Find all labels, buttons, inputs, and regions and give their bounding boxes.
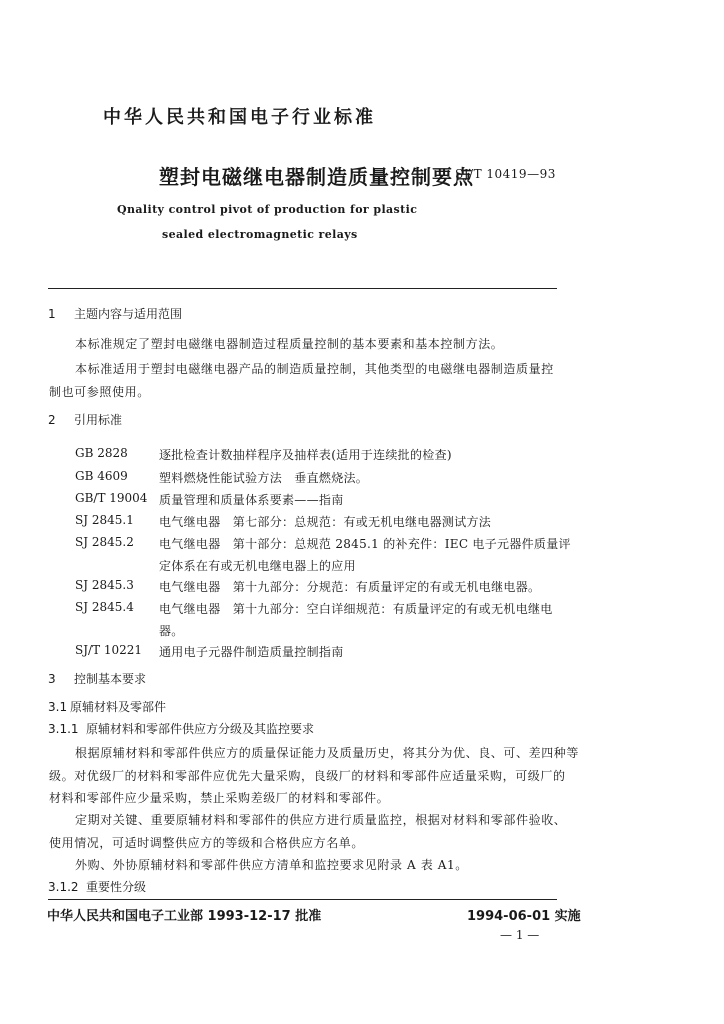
section-title: 原辅材料和零部件供应方分级及其监控要求 <box>86 722 315 736</box>
footer-divider <box>48 899 557 900</box>
paragraph: 制也可参照使用。 <box>49 385 150 399</box>
reference-title: 塑料燃烧性能试验方法 垂直燃烧法。 <box>159 471 369 485</box>
subsection-3-1-2-heading <box>48 878 146 895</box>
reference-code: SJ 2845.1 <box>75 513 134 527</box>
paragraph: 定期对关键、重要原辅材料和零部件的供应方进行质量监控，根据对材料和零部件验收、 <box>75 813 567 827</box>
reference-code: GB 4609 <box>75 469 128 483</box>
standard-org-header: 中华人民共和国电子行业标准 <box>103 107 376 128</box>
section-title: 引用标准 <box>74 413 123 427</box>
paragraph: 级。对优级厂的材料和零部件应优先大量采购，良级厂的材料和零部件应适量采购，可级厂的 <box>49 769 566 783</box>
section-title: 控制基本要求 <box>74 672 147 686</box>
section-number: 3.1 <box>48 700 68 714</box>
section-2-heading <box>48 411 122 428</box>
reference-code: GB 2828 <box>75 446 128 460</box>
reference-title: 通用电子元器件制造质量控制指南 <box>159 645 344 659</box>
reference-title: 电气继电器 第十九部分：分规范：有质量评定的有或无机电继电器。 <box>159 580 541 594</box>
header-divider <box>48 288 557 289</box>
standard-number: SJ/T 10419—93 <box>455 167 556 181</box>
reference-code: SJ 2845.3 <box>75 578 134 592</box>
reference-title: 电气继电器 第十部分：总规范 2845.1 的补充件：IEC 电子元器件质量评 <box>159 537 571 551</box>
reference-title-continued: 器。 <box>159 624 184 638</box>
subsection-3-1-1-heading <box>48 720 314 737</box>
reference-code: GB/T 19004 <box>75 491 148 505</box>
section-title: 原辅材料及零部件 <box>70 700 167 714</box>
document-title: 塑封电磁继电器制造质量控制要点 <box>159 165 474 189</box>
subsection-3-1-heading <box>48 698 166 715</box>
section-number: 2 <box>48 413 56 427</box>
section-1-heading <box>48 305 182 322</box>
reference-code: SJ 2845.2 <box>75 535 134 549</box>
english-title-line-1: Qnality control pivot of production for plastic <box>117 203 418 216</box>
reference-title: 逐批检查计数抽样程序及抽样表(适用于连续批的检查) <box>159 448 452 462</box>
section-number: 3 <box>48 672 56 686</box>
effective-date: 1994-06-01 实施 <box>467 909 581 924</box>
paragraph: 使用情况，可适时调整供应方的等级和合格供应方名单。 <box>49 836 365 850</box>
section-title: 主题内容与适用范围 <box>74 307 183 321</box>
page-number: — 1 — <box>500 928 540 942</box>
reference-title: 电气继电器 第十九部分：空白详细规范：有质量评定的有或无机电继电 <box>159 602 553 616</box>
reference-title: 电气继电器 第七部分：总规范：有或无机电继电器测试方法 <box>159 515 492 529</box>
section-number: 1 <box>48 307 56 321</box>
reference-title: 质量管理和质量体系要素——指南 <box>159 493 344 507</box>
section-number: 3.1.1 <box>48 722 79 736</box>
section-3-heading <box>48 670 146 687</box>
paragraph: 根据原辅材料和零部件供应方的质量保证能力及质量历史，将其分为优、良、可、差四种等 <box>75 746 580 760</box>
approval-line: 中华人民共和国电子工业部 1993-12-17 批准 <box>47 909 322 924</box>
section-number: 3.1.2 <box>48 880 79 894</box>
reference-code: SJ 2845.4 <box>75 600 134 614</box>
section-title: 重要性分级 <box>86 880 147 894</box>
reference-code: SJ/T 10221 <box>75 643 143 657</box>
paragraph: 材料和零部件应少量采购，禁止采购差级厂的材料和零部件。 <box>49 791 390 805</box>
paragraph: 本标准适用于塑封电磁继电器产品的制造质量控制，其他类型的电磁继电器制造质量控 <box>75 362 554 376</box>
english-title-line-2: sealed electromagnetic relays <box>162 228 358 241</box>
paragraph: 外购、外协原辅材料和零部件供应方清单和监控要求见附录 A 表 A1。 <box>75 858 468 872</box>
paragraph: 本标准规定了塑封电磁继电器制造过程质量控制的基本要素和基本控制方法。 <box>75 337 504 351</box>
reference-title-continued: 定体系在有或无机电继电器上的应用 <box>159 559 356 573</box>
